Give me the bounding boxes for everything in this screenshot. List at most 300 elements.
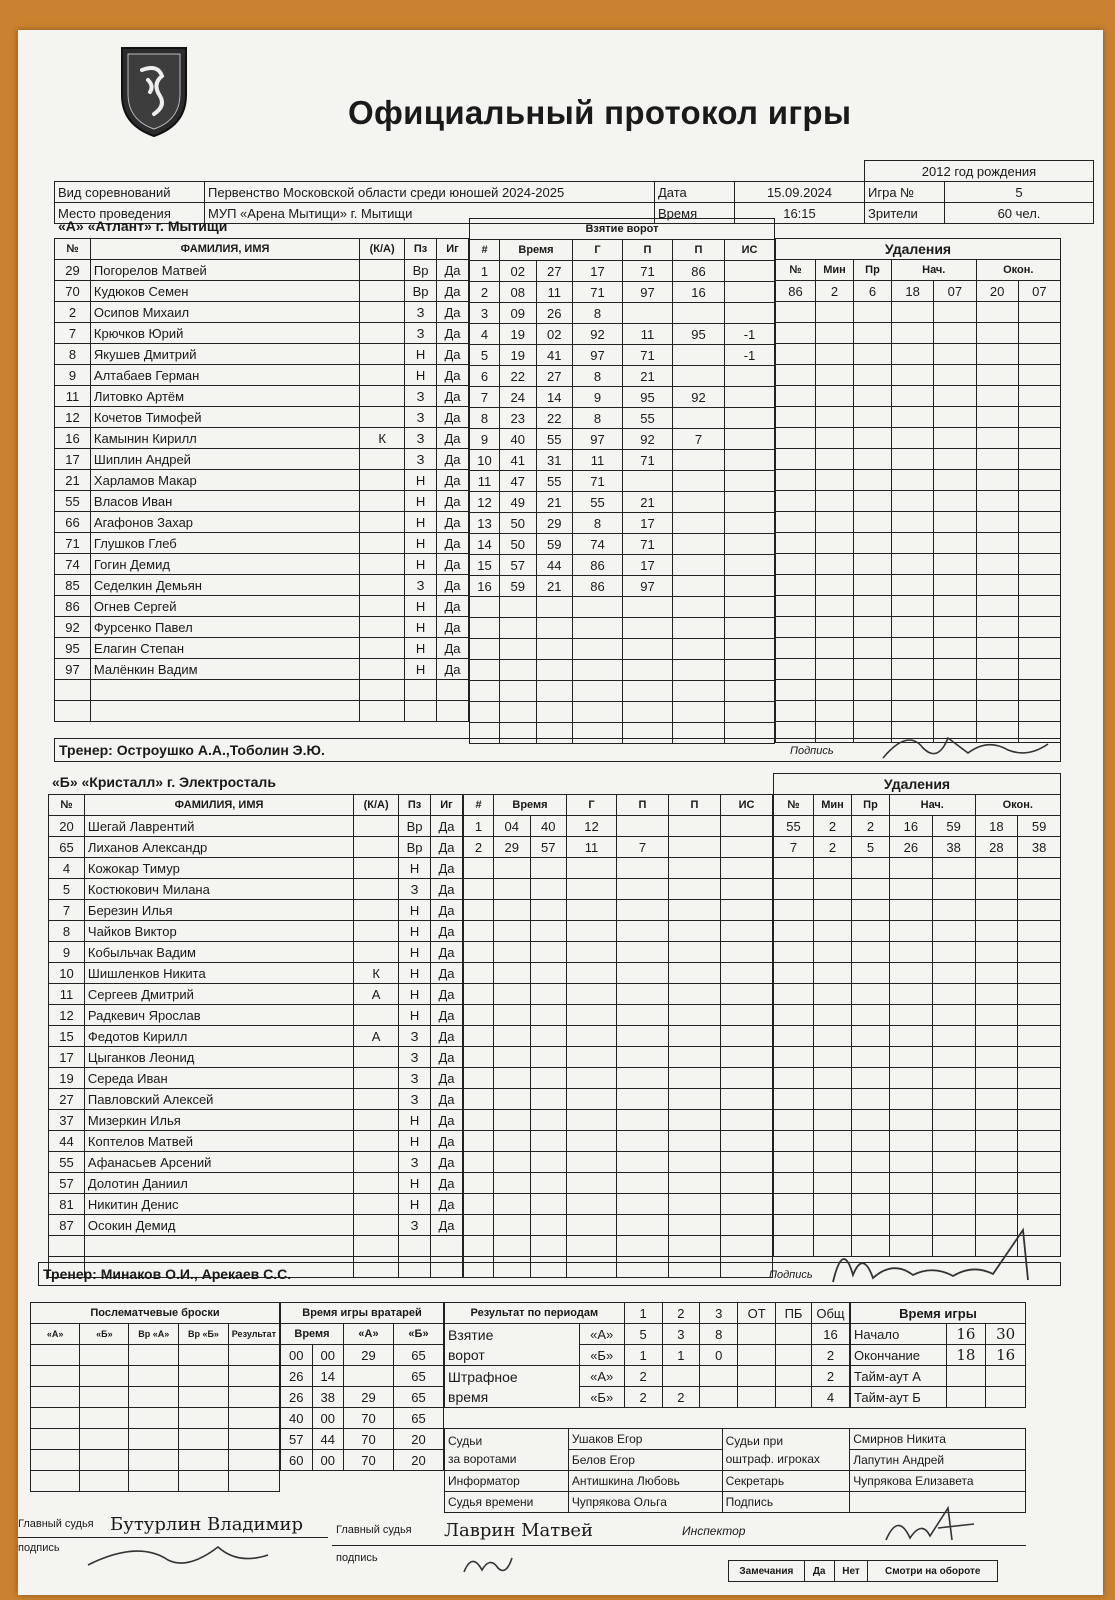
empty-cell bbox=[567, 1194, 617, 1215]
empty-cell bbox=[464, 1005, 494, 1026]
player-number: 8 bbox=[55, 344, 91, 365]
empty-cell bbox=[892, 428, 934, 449]
empty-cell bbox=[854, 554, 892, 575]
empty-cell bbox=[774, 900, 814, 921]
empty-cell bbox=[776, 365, 816, 386]
goal-strength bbox=[721, 837, 773, 858]
empty-cell bbox=[854, 449, 892, 470]
player-name: Глушков Глеб bbox=[90, 533, 359, 554]
empty-cell bbox=[464, 900, 494, 921]
empty-cell bbox=[530, 1173, 567, 1194]
player-role bbox=[354, 1110, 399, 1131]
period-value: 2 bbox=[624, 1366, 662, 1387]
goal-strength: -1 bbox=[725, 345, 775, 366]
empty-row bbox=[464, 858, 773, 879]
empty-cell bbox=[976, 575, 1018, 596]
period-value: 3 bbox=[662, 1324, 700, 1345]
secretary-value: Чупрякова Елизавета bbox=[850, 1471, 1026, 1492]
penalty-judge-2: Лапутин Андрей bbox=[850, 1450, 1026, 1471]
empty-cell bbox=[934, 575, 976, 596]
timeout-b-label: Тайм-аут Б bbox=[851, 1387, 947, 1408]
empty-cell bbox=[814, 1173, 852, 1194]
goalie-second: 00 bbox=[312, 1345, 344, 1366]
empty-cell bbox=[854, 638, 892, 659]
player-row bbox=[49, 1026, 463, 1047]
empty-cell bbox=[890, 1152, 933, 1173]
empty-row bbox=[464, 921, 773, 942]
penalty-start-sec: 38 bbox=[932, 837, 975, 858]
empty-cell bbox=[494, 1131, 531, 1152]
empty-cell bbox=[774, 1047, 814, 1068]
empty-cell bbox=[854, 365, 892, 386]
chief-1-value: Бутурлин Владимир bbox=[110, 1514, 304, 1535]
col-goal-p1: П bbox=[623, 240, 673, 261]
player-row bbox=[49, 858, 463, 879]
empty-cell bbox=[567, 1047, 617, 1068]
player-number: 95 bbox=[55, 638, 91, 659]
penalty-player: 7 bbox=[774, 837, 814, 858]
empty-cell bbox=[932, 1068, 975, 1089]
player-role bbox=[354, 1068, 399, 1089]
player-position: Н bbox=[405, 659, 437, 680]
empty-row bbox=[776, 302, 1061, 323]
empty-cell bbox=[1018, 512, 1060, 533]
empty-cell bbox=[892, 491, 934, 512]
goalie-col-a: «А» bbox=[344, 1324, 394, 1345]
col-played: Иг bbox=[431, 795, 463, 816]
empty-cell bbox=[890, 921, 933, 942]
empty-cell bbox=[932, 1026, 975, 1047]
player-row bbox=[55, 638, 469, 659]
penalty-row bbox=[774, 837, 1061, 858]
player-number: 86 bbox=[55, 596, 91, 617]
empty-cell bbox=[494, 1236, 531, 1257]
player-number: 11 bbox=[55, 386, 91, 407]
empty-cell bbox=[774, 963, 814, 984]
page-title: Официальный протокол игры bbox=[348, 94, 852, 131]
goal-second: 14 bbox=[536, 387, 573, 408]
goal-number: 3 bbox=[470, 303, 500, 324]
player-played: Да bbox=[431, 837, 463, 858]
empty-cell bbox=[975, 1026, 1018, 1047]
empty-cell bbox=[617, 942, 669, 963]
empty-cell bbox=[567, 858, 617, 879]
goal-minute: 23 bbox=[500, 408, 537, 429]
empty-cell bbox=[530, 1005, 567, 1026]
col-pos: Пз bbox=[405, 239, 437, 260]
empty-cell bbox=[623, 702, 673, 723]
empty-cell bbox=[892, 596, 934, 617]
player-name: Березин Илья bbox=[84, 900, 353, 921]
game-end-hours: 18 bbox=[946, 1345, 986, 1366]
empty-cell bbox=[721, 900, 773, 921]
empty-cell bbox=[673, 681, 725, 702]
empty-cell bbox=[892, 449, 934, 470]
empty-cell bbox=[890, 1194, 933, 1215]
empty-cell bbox=[129, 1471, 179, 1492]
empty-cell bbox=[669, 1026, 721, 1047]
player-number: 7 bbox=[55, 323, 91, 344]
empty-cell bbox=[567, 942, 617, 963]
empty-cell bbox=[814, 1194, 852, 1215]
player-played: Да bbox=[437, 344, 469, 365]
player-name: Крючков Юрий bbox=[90, 323, 359, 344]
player-row bbox=[49, 1152, 463, 1173]
goalie-second: 38 bbox=[312, 1387, 344, 1408]
period-value bbox=[700, 1366, 738, 1387]
player-played: Да bbox=[437, 323, 469, 344]
empty-row bbox=[464, 1068, 773, 1089]
empty-cell bbox=[90, 701, 359, 722]
empty-cell bbox=[892, 659, 934, 680]
player-position: З bbox=[399, 1047, 431, 1068]
penalty-start-sec: 59 bbox=[932, 816, 975, 837]
period-value: 2 bbox=[624, 1387, 662, 1408]
player-number: 8 bbox=[49, 921, 85, 942]
empty-cell bbox=[816, 386, 854, 407]
penalty-end-sec: 07 bbox=[1018, 281, 1060, 302]
empty-cell bbox=[975, 1194, 1018, 1215]
player-position: З bbox=[405, 323, 437, 344]
empty-cell bbox=[721, 1194, 773, 1215]
col-goal-g: Г bbox=[573, 240, 623, 261]
player-row bbox=[55, 323, 469, 344]
player-played: Да bbox=[437, 512, 469, 533]
player-name: Малёнкин Вадим bbox=[90, 659, 359, 680]
goal-minute: 57 bbox=[500, 555, 537, 576]
empty-cell bbox=[774, 1236, 814, 1257]
empty-cell bbox=[932, 858, 975, 879]
goal-minute: 47 bbox=[500, 471, 537, 492]
player-name: Камынин Кирилл bbox=[90, 428, 359, 449]
empty-cell bbox=[932, 1152, 975, 1173]
empty-cell bbox=[975, 921, 1018, 942]
empty-cell bbox=[814, 1026, 852, 1047]
empty-cell bbox=[530, 1068, 567, 1089]
player-role bbox=[360, 638, 405, 659]
goal-row bbox=[464, 816, 773, 837]
empty-cell bbox=[360, 680, 405, 701]
empty-cell bbox=[890, 1131, 933, 1152]
empty-cell bbox=[530, 858, 567, 879]
goal-assist-1: 97 bbox=[623, 576, 673, 597]
empty-cell bbox=[669, 900, 721, 921]
player-name: Кудюков Семен bbox=[90, 281, 359, 302]
goal-assist-2: 86 bbox=[673, 261, 725, 282]
empty-cell bbox=[1018, 302, 1060, 323]
player-position: З bbox=[405, 449, 437, 470]
player-role bbox=[354, 942, 399, 963]
empty-cell bbox=[530, 984, 567, 1005]
empty-cell bbox=[890, 1110, 933, 1131]
period-value: 2 bbox=[662, 1387, 700, 1408]
empty-cell bbox=[814, 1152, 852, 1173]
player-row bbox=[49, 984, 463, 1005]
empty-cell bbox=[464, 1194, 494, 1215]
empty-cell bbox=[816, 533, 854, 554]
empty-cell bbox=[530, 900, 567, 921]
empty-cell bbox=[774, 984, 814, 1005]
player-number: 12 bbox=[49, 1005, 85, 1026]
empty-cell bbox=[816, 596, 854, 617]
empty-cell bbox=[494, 921, 531, 942]
goal-minute: 41 bbox=[500, 450, 537, 471]
empty-cell bbox=[814, 942, 852, 963]
player-played: Да bbox=[431, 858, 463, 879]
empty-cell bbox=[1018, 617, 1060, 638]
empty-row bbox=[464, 1131, 773, 1152]
player-position: З bbox=[399, 1152, 431, 1173]
empty-cell bbox=[464, 1047, 494, 1068]
empty-cell bbox=[536, 681, 573, 702]
empty-cell bbox=[774, 1131, 814, 1152]
empty-cell bbox=[976, 407, 1018, 428]
player-role bbox=[354, 1152, 399, 1173]
col-goal-p2: П bbox=[669, 795, 721, 816]
penalty-minutes: 2 bbox=[814, 816, 852, 837]
goal-number: 9 bbox=[470, 429, 500, 450]
goal-second: 55 bbox=[536, 429, 573, 450]
empty-cell bbox=[567, 984, 617, 1005]
goal-assist-1: 95 bbox=[623, 387, 673, 408]
empty-cell bbox=[975, 1089, 1018, 1110]
game-time-title: Время игры bbox=[851, 1303, 1026, 1324]
empty-cell bbox=[776, 407, 816, 428]
goal-second: 02 bbox=[536, 324, 573, 345]
empty-cell bbox=[31, 1387, 80, 1408]
empty-row bbox=[31, 1408, 280, 1429]
empty-cell bbox=[934, 365, 976, 386]
goal-judges-label bbox=[445, 1429, 569, 1471]
player-position: Вр bbox=[399, 816, 431, 837]
goal-number: 10 bbox=[470, 450, 500, 471]
penalty-end-sec: 38 bbox=[1018, 837, 1061, 858]
empty-cell bbox=[854, 344, 892, 365]
player-role bbox=[360, 344, 405, 365]
empty-cell bbox=[669, 1068, 721, 1089]
player-row bbox=[55, 428, 469, 449]
goalie-b: 65 bbox=[394, 1387, 444, 1408]
empty-cell bbox=[84, 1236, 353, 1257]
goal-assist-2 bbox=[669, 816, 721, 837]
col-ka: (К/А) bbox=[354, 795, 399, 816]
period-value: 4 bbox=[811, 1387, 849, 1408]
empty-cell bbox=[617, 1236, 669, 1257]
team-b-penalties bbox=[773, 773, 1061, 1257]
empty-row bbox=[774, 1131, 1061, 1152]
periods-team-b: «Б» bbox=[579, 1345, 624, 1366]
player-played: Да bbox=[431, 879, 463, 900]
goal-strength bbox=[725, 492, 775, 513]
col-goal-n: # bbox=[464, 795, 494, 816]
empty-cell bbox=[975, 942, 1018, 963]
chief-2-label: Главный судья bbox=[336, 1524, 412, 1536]
empty-cell bbox=[934, 659, 976, 680]
goal-minute: 59 bbox=[500, 576, 537, 597]
goal-second: 40 bbox=[530, 816, 567, 837]
time-label: Время bbox=[655, 203, 735, 224]
empty-cell bbox=[494, 942, 531, 963]
empty-cell bbox=[129, 1366, 179, 1387]
empty-cell bbox=[976, 386, 1018, 407]
goal-strength bbox=[725, 387, 775, 408]
empty-cell bbox=[934, 533, 976, 554]
empty-cell bbox=[470, 681, 500, 702]
empty-row bbox=[774, 1152, 1061, 1173]
chief-1-signature-icon bbox=[78, 1535, 278, 1575]
goal-strength bbox=[725, 576, 775, 597]
empty-row bbox=[470, 639, 775, 660]
penalty-start-min: 26 bbox=[890, 837, 933, 858]
empty-cell bbox=[530, 921, 567, 942]
empty-cell bbox=[816, 680, 854, 701]
goal-strength bbox=[725, 513, 775, 534]
goal-row bbox=[470, 471, 775, 492]
empty-cell bbox=[1018, 1194, 1061, 1215]
empty-cell bbox=[852, 963, 890, 984]
empty-cell bbox=[80, 1387, 129, 1408]
empty-cell bbox=[976, 596, 1018, 617]
empty-cell bbox=[536, 618, 573, 639]
goalie-a: 70 bbox=[344, 1450, 394, 1471]
periods-table bbox=[444, 1302, 850, 1408]
empty-cell bbox=[976, 449, 1018, 470]
goal-row bbox=[470, 366, 775, 387]
empty-cell bbox=[500, 660, 537, 681]
empty-row bbox=[470, 702, 775, 723]
goal-row bbox=[470, 576, 775, 597]
player-number: 55 bbox=[49, 1152, 85, 1173]
shootout-col: Результат bbox=[228, 1324, 279, 1345]
empty-cell bbox=[776, 302, 816, 323]
empty-cell bbox=[623, 618, 673, 639]
goal-scorer: 86 bbox=[573, 555, 623, 576]
empty-cell bbox=[976, 302, 1018, 323]
empty-cell bbox=[669, 858, 721, 879]
player-role bbox=[360, 365, 405, 386]
goal-assist-1: 11 bbox=[623, 324, 673, 345]
goal-scorer: 92 bbox=[573, 324, 623, 345]
empty-cell bbox=[976, 554, 1018, 575]
empty-cell bbox=[567, 1005, 617, 1026]
empty-cell bbox=[464, 1236, 494, 1257]
goal-assist-1: 17 bbox=[623, 555, 673, 576]
empty-cell bbox=[890, 1026, 933, 1047]
empty-cell bbox=[464, 1110, 494, 1131]
player-row bbox=[49, 879, 463, 900]
penalty-reason: 5 bbox=[852, 837, 890, 858]
player-name: Шегай Лаврентий bbox=[84, 816, 353, 837]
goalie-time-row bbox=[281, 1345, 444, 1366]
date-value: 15.09.2024 bbox=[735, 182, 865, 203]
player-role bbox=[360, 533, 405, 554]
empty-cell bbox=[934, 638, 976, 659]
empty-cell bbox=[934, 491, 976, 512]
empty-cell bbox=[354, 1236, 399, 1257]
empty-cell bbox=[890, 1089, 933, 1110]
remarks-table bbox=[728, 1560, 998, 1582]
player-row bbox=[55, 260, 469, 281]
empty-cell bbox=[530, 879, 567, 900]
goal-strength bbox=[725, 450, 775, 471]
empty-row bbox=[776, 617, 1061, 638]
empty-row bbox=[464, 1236, 773, 1257]
player-number: 65 bbox=[49, 837, 85, 858]
empty-cell bbox=[721, 1215, 773, 1236]
empty-cell bbox=[934, 512, 976, 533]
empty-cell bbox=[774, 1152, 814, 1173]
empty-cell bbox=[31, 1345, 80, 1366]
player-position: Н bbox=[405, 344, 437, 365]
player-role bbox=[354, 1173, 399, 1194]
goal-assist-1: 71 bbox=[623, 345, 673, 366]
empty-row bbox=[470, 681, 775, 702]
goal-row bbox=[470, 429, 775, 450]
empty-cell bbox=[721, 1005, 773, 1026]
empty-row bbox=[774, 984, 1061, 1005]
player-played: Да bbox=[437, 449, 469, 470]
penalty-end-min: 18 bbox=[975, 816, 1018, 837]
team-a-name: «А» «Атлант» г. Мытищи bbox=[58, 218, 228, 234]
goalie-a: 70 bbox=[344, 1408, 394, 1429]
empty-row bbox=[31, 1471, 280, 1492]
shootout-col: Вр «Б» bbox=[179, 1324, 229, 1345]
goal-judges-label-2: за воротами bbox=[448, 1451, 517, 1466]
empty-cell bbox=[1018, 1131, 1061, 1152]
empty-cell bbox=[934, 302, 976, 323]
empty-cell bbox=[494, 858, 531, 879]
empty-row bbox=[776, 386, 1061, 407]
empty-cell bbox=[721, 1110, 773, 1131]
empty-cell bbox=[80, 1366, 129, 1387]
empty-cell bbox=[494, 879, 531, 900]
informer-value: Антишкина Любовь bbox=[568, 1471, 722, 1492]
col-pen-min: Мин bbox=[816, 260, 854, 281]
empty-cell bbox=[934, 596, 976, 617]
team-a-goals bbox=[469, 218, 775, 744]
player-position: Н bbox=[399, 900, 431, 921]
goal-strength bbox=[725, 408, 775, 429]
empty-row bbox=[55, 680, 469, 701]
goal-assist-2: 7 bbox=[673, 429, 725, 450]
periods-team-a: «А» bbox=[579, 1324, 624, 1345]
player-row bbox=[55, 470, 469, 491]
empty-cell bbox=[567, 921, 617, 942]
goal-assist-2 bbox=[673, 513, 725, 534]
penalty-start-sec: 07 bbox=[934, 281, 976, 302]
goal-assist-2 bbox=[673, 408, 725, 429]
empty-cell bbox=[617, 1110, 669, 1131]
empty-row bbox=[776, 407, 1061, 428]
empty-row bbox=[464, 1005, 773, 1026]
empty-cell bbox=[934, 344, 976, 365]
empty-cell bbox=[464, 963, 494, 984]
empty-cell bbox=[228, 1471, 279, 1492]
player-position: З bbox=[405, 575, 437, 596]
empty-cell bbox=[774, 1068, 814, 1089]
empty-cell bbox=[464, 921, 494, 942]
empty-row bbox=[776, 638, 1061, 659]
timekeeper-label: Судья времени bbox=[445, 1492, 569, 1513]
empty-cell bbox=[774, 1215, 814, 1236]
player-number: 70 bbox=[55, 281, 91, 302]
player-name: Елагин Степан bbox=[90, 638, 359, 659]
pim-row-label bbox=[445, 1366, 580, 1408]
empty-cell bbox=[530, 1089, 567, 1110]
goal-number: 1 bbox=[464, 816, 494, 837]
empty-row bbox=[464, 1047, 773, 1068]
empty-cell bbox=[464, 984, 494, 1005]
